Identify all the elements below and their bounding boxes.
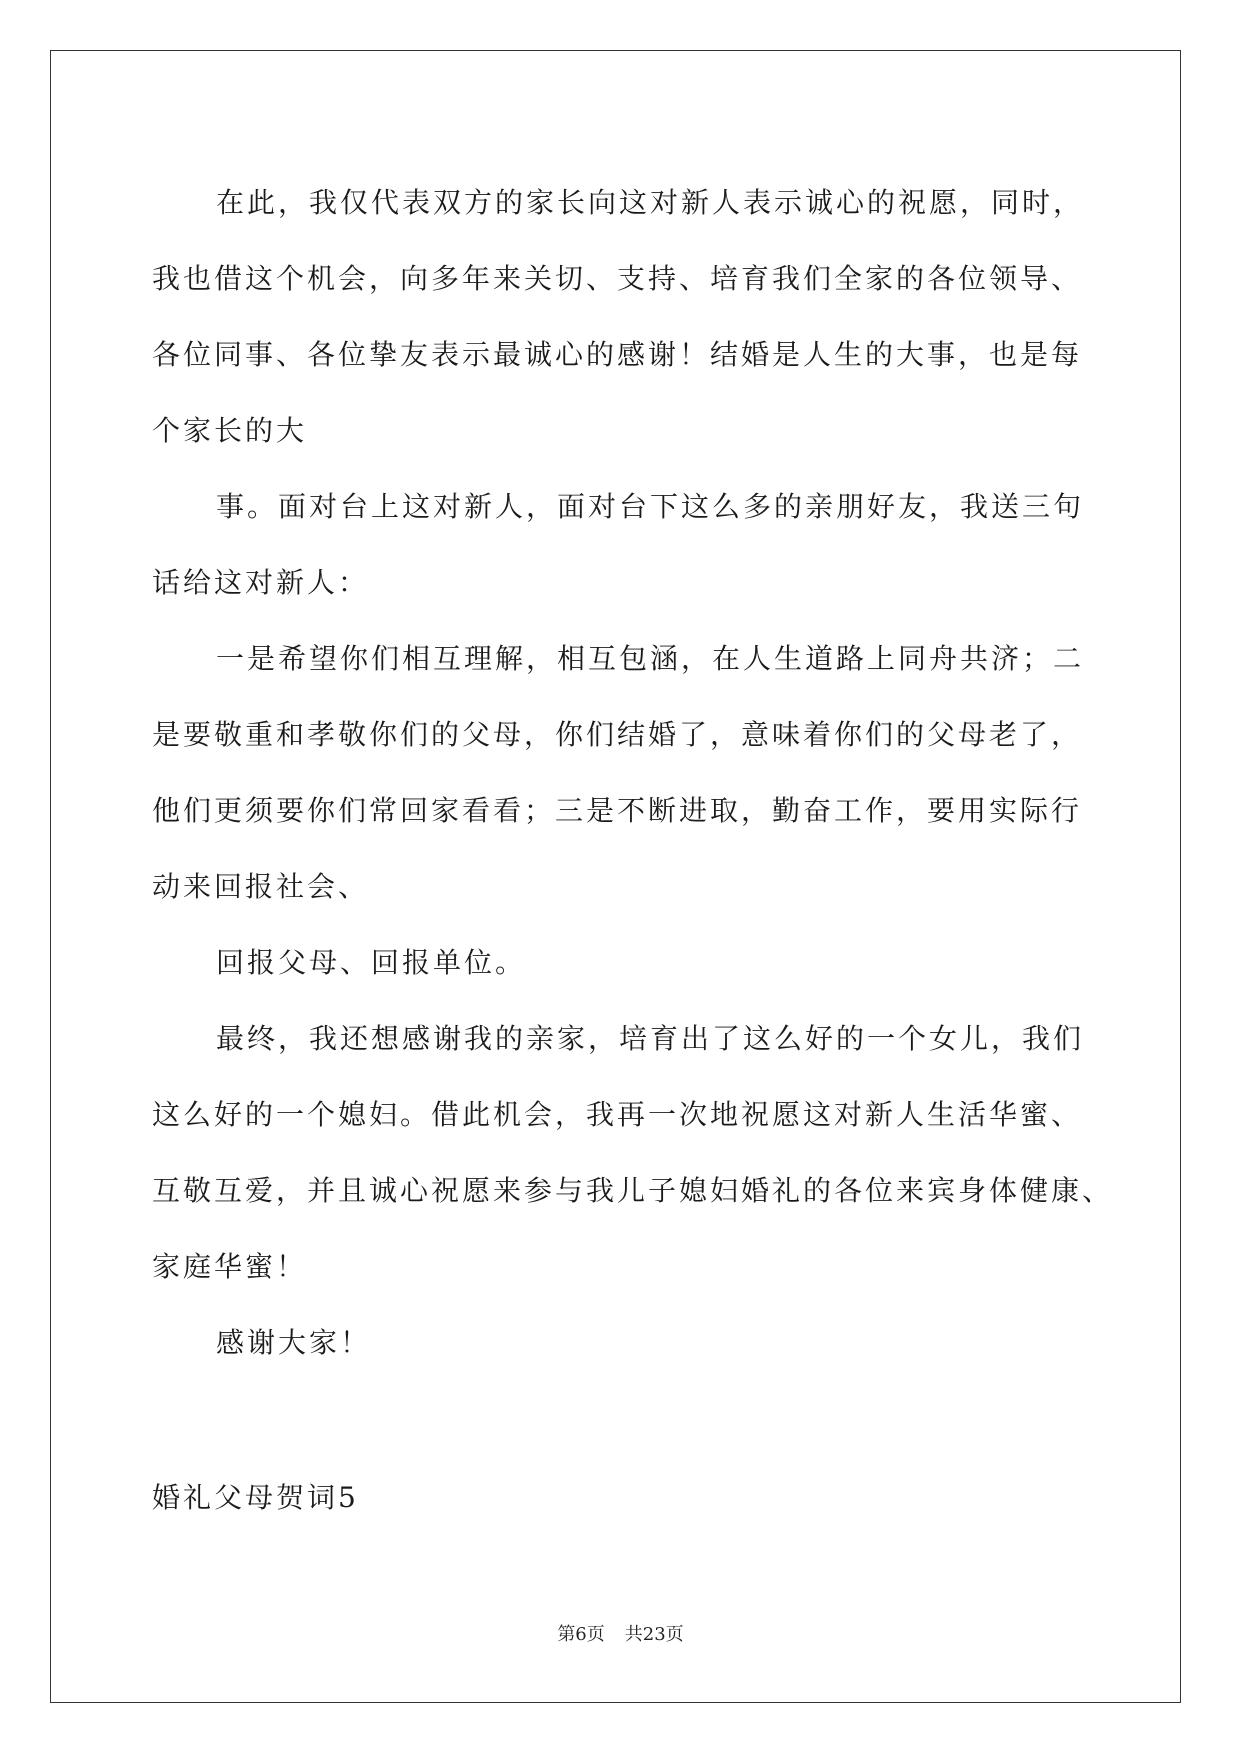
- paragraph-line: 家庭华蜜！: [152, 1250, 308, 1283]
- page-footer: [0, 1622, 1241, 1648]
- paragraph-line: 各位同事、各位挚友表示最诚心的感谢！结婚是人生的大事，也是每: [152, 338, 1083, 371]
- paragraph-line: 互敬互爱，并且诚心祝愿来参与我儿子媳妇婚礼的各位来宾身体健康、: [152, 1174, 1114, 1207]
- paragraph-line: 在此，我仅代表双方的家长向这对新人表示诚心的祝愿，同时，: [216, 186, 1085, 219]
- paragraph-line: 是要敬重和孝敬你们的父母，你们结婚了，意味着你们的父母老了，: [152, 718, 1083, 751]
- paragraph-line: 个家长的大: [152, 414, 308, 447]
- document-body: [152, 165, 1132, 1381]
- page-total: 共23页: [624, 1624, 684, 1645]
- paragraph-line: 回报父母、回报单位。: [216, 946, 527, 979]
- paragraph-line: 他们更须要你们常回家看看；三是不断进取，勤奋工作，要用实际行: [152, 794, 1083, 827]
- paragraph-line: 最终，我还想感谢我的亲家，培育出了这么好的一个女儿，我们: [216, 1022, 1085, 1055]
- paragraph-line: 动来回报社会、: [152, 870, 370, 903]
- page-number: 第6页: [557, 1624, 605, 1645]
- paragraph-line: 一是希望你们相互理解，相互包涵，在人生道路上同舟共济；二: [216, 642, 1085, 675]
- section-heading: 婚礼父母贺词5: [152, 1481, 359, 1514]
- paragraph-line: 事。面对台上这对新人，面对台下这么多的亲朋好友，我送三句: [216, 490, 1085, 523]
- paragraph-line: 这么好的一个媳妇。借此机会，我再一次地祝愿这对新人生活华蜜、: [152, 1098, 1083, 1131]
- paragraph-line: 感谢大家！: [216, 1326, 372, 1359]
- paragraph-line: 我也借这个机会，向多年来关切、支持、培育我们全家的各位领导、: [152, 262, 1083, 295]
- paragraph-line: 话给这对新人：: [152, 566, 370, 599]
